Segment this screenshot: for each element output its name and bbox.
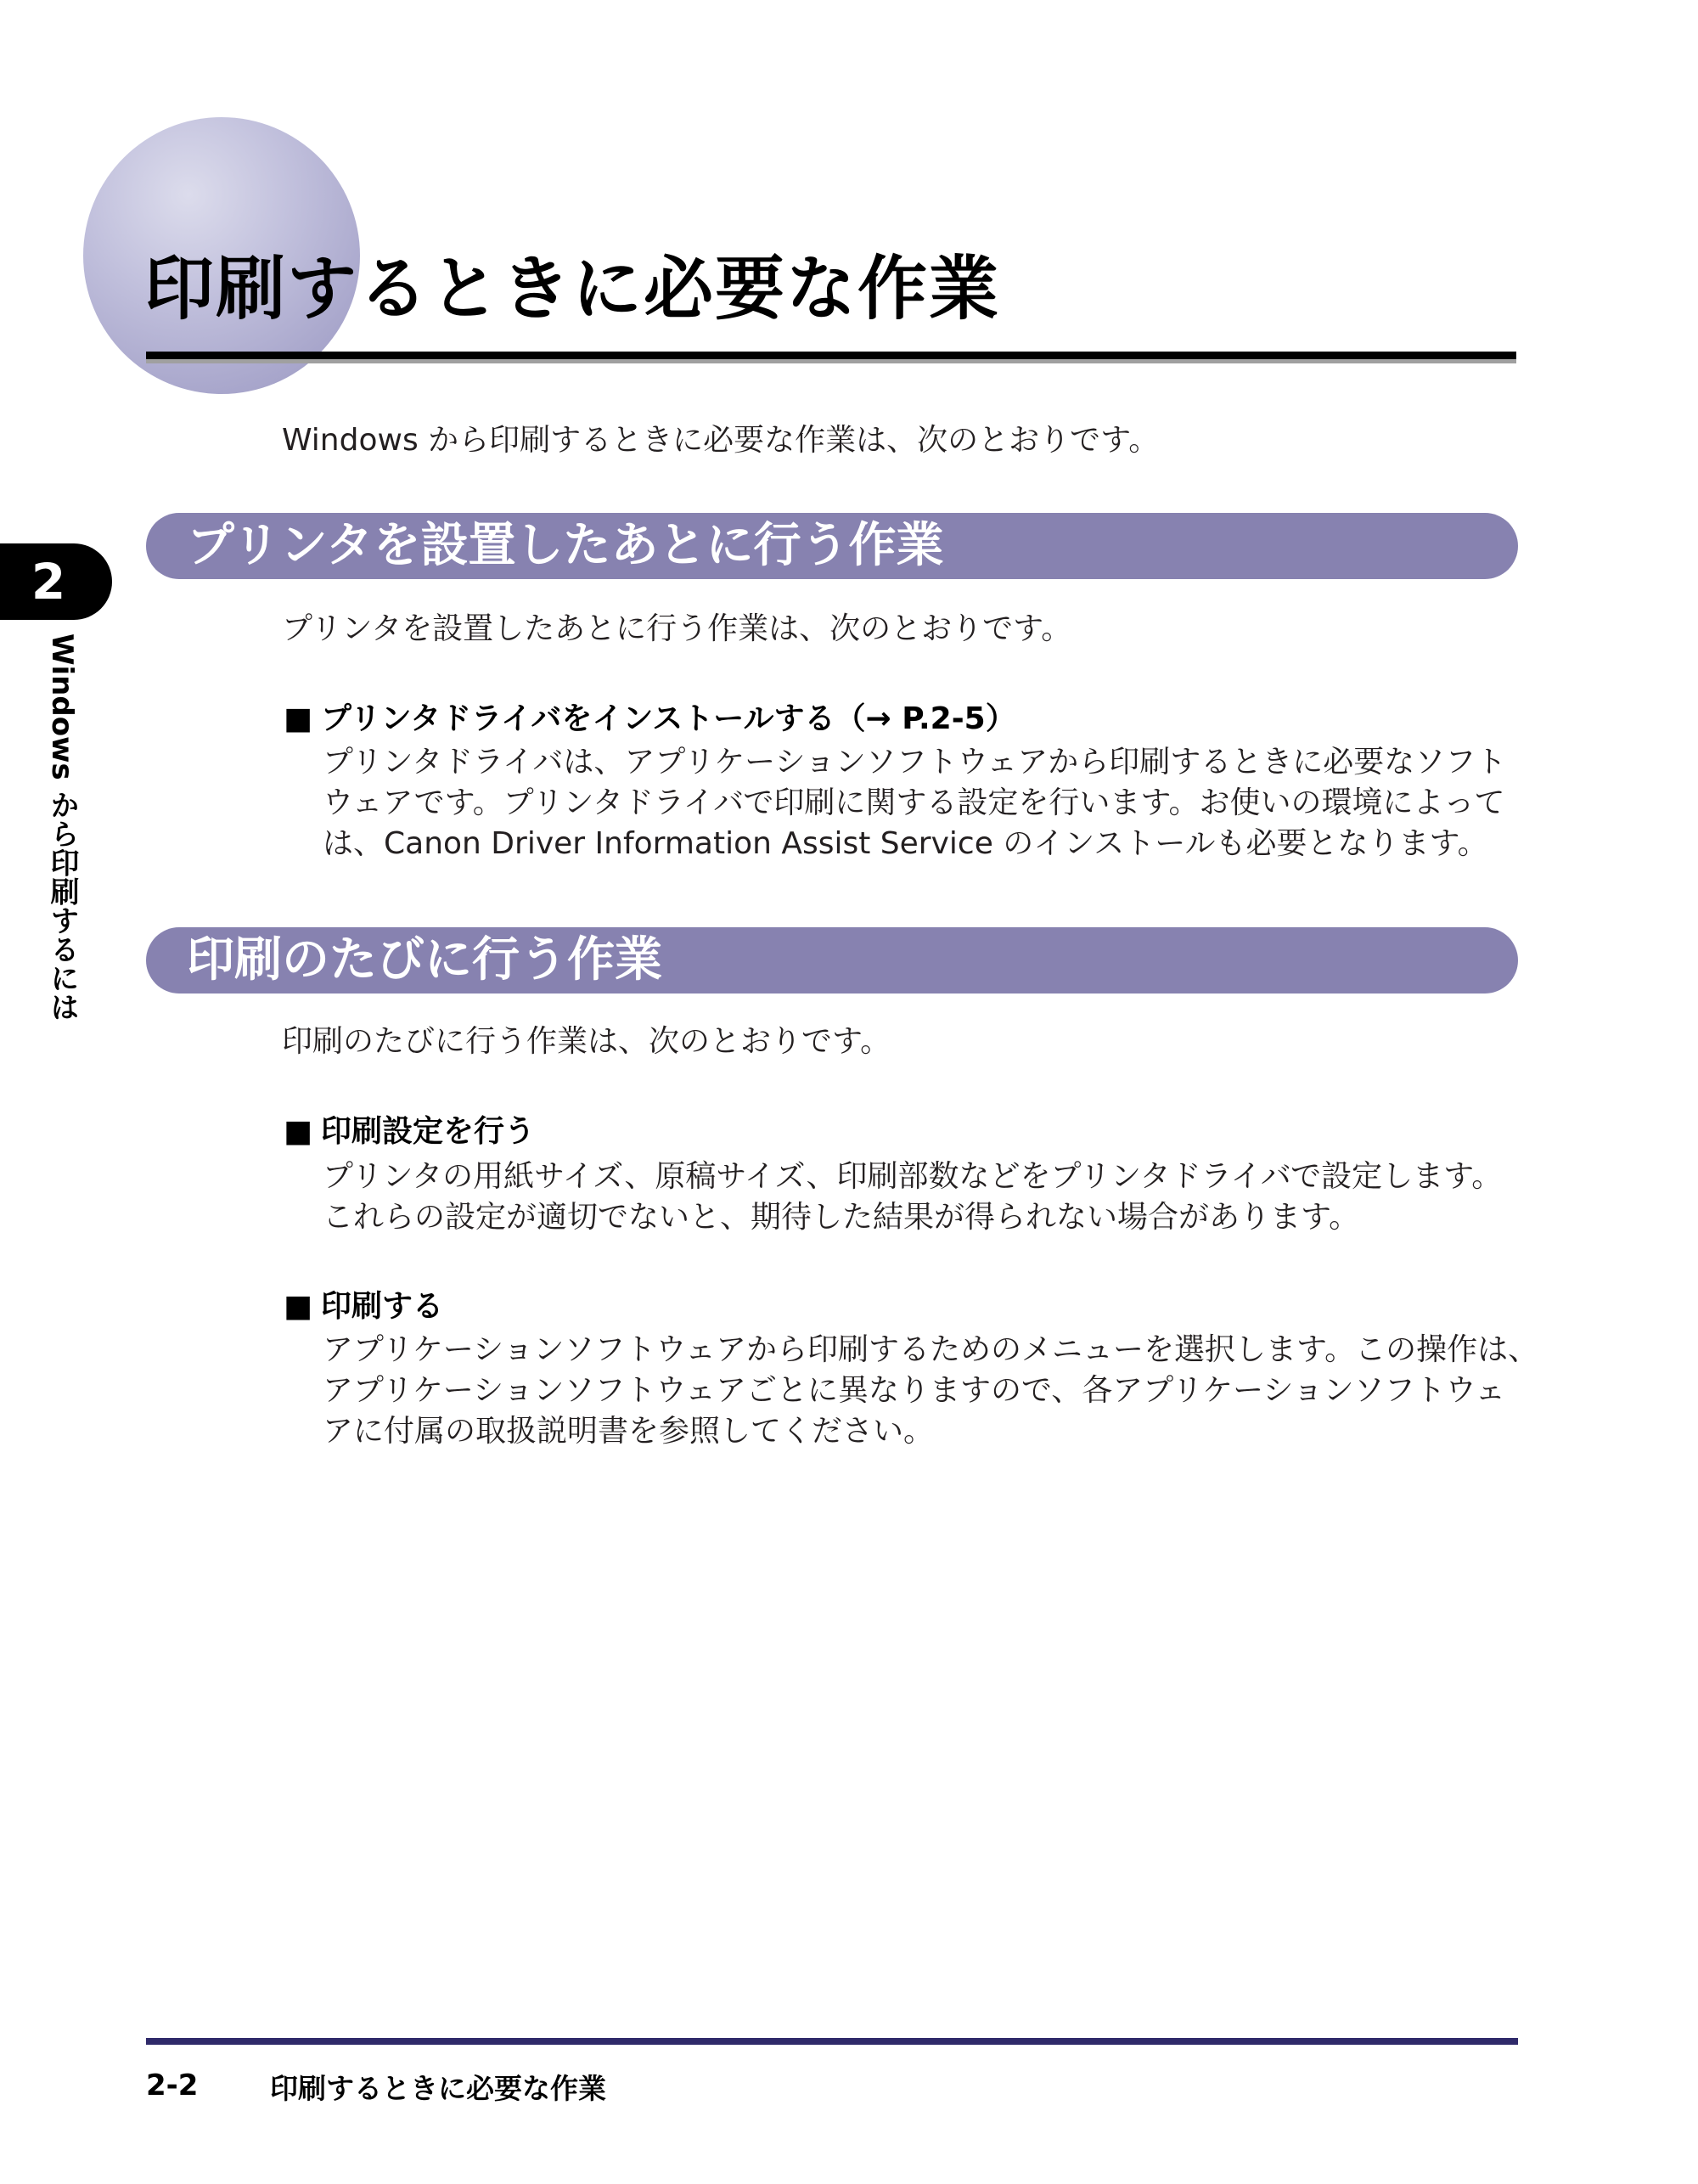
body-line: プリンタドライバは、アプリケーションソフトウェアから印刷するときに必要なソフト xyxy=(323,745,1507,780)
page-number: 2-2 xyxy=(146,2069,199,2102)
section-heading-after-setup: プリンタを設置したあとに行う作業 xyxy=(146,513,1518,579)
page-title: 印刷するときに必要な作業 xyxy=(144,249,1001,329)
chapter-tab: 2 xyxy=(0,543,112,620)
intro-text: Windows から印刷するときに必要な作業は、次のとおりです。 xyxy=(282,423,1160,458)
body-line: ウェアです。プリンタドライバで印刷に関する設定を行います。お使いの環境によって xyxy=(323,785,1505,820)
item-heading-print-settings xyxy=(284,1112,535,1152)
footer-rule xyxy=(146,2038,1518,2045)
body-line: これらの設定が適切でないと、期待した結果が得られない場合があります。 xyxy=(323,1200,1360,1235)
body-line: は、Canon Driver Information Assist Service のインストールも必要となります。 xyxy=(323,826,1488,861)
body-line: アに付属の取扱説明書を参照してください。 xyxy=(323,1414,935,1449)
item-body-install-driver xyxy=(323,742,1528,864)
square-bullet-icon: ■ xyxy=(284,1114,313,1149)
body-line: アプリケーションソフトウェアから印刷するためのメニューを選択します。この操作は、 xyxy=(323,1332,1539,1367)
title-underline xyxy=(146,352,1516,363)
item-body-print xyxy=(323,1330,1539,1452)
section-heading-each-print: 印刷のたびに行う作業 xyxy=(146,927,1518,993)
item-title: 印刷する xyxy=(321,1289,444,1324)
section-lead-each-print: 印刷のたびに行う作業は、次のとおりです。 xyxy=(282,1024,891,1059)
body-line: アプリケーションソフトウェアごとに異なりますので、各アプリケーションソフトウェ xyxy=(323,1373,1506,1408)
chapter-side-label: Windows から印刷するには xyxy=(45,633,79,1022)
square-bullet-icon: ■ xyxy=(284,1289,313,1324)
item-heading-print xyxy=(284,1287,443,1327)
item-title: プリンタドライバをインストールする（→ P.2-5） xyxy=(321,701,1016,736)
square-bullet-icon: ■ xyxy=(284,701,313,736)
item-title: 印刷設定を行う xyxy=(321,1114,536,1149)
item-heading-install-driver xyxy=(284,700,1016,740)
footer-title: 印刷するときに必要な作業 xyxy=(270,2072,606,2105)
section-lead-after-setup: プリンタを設置したあとに行う作業は、次のとおりです。 xyxy=(282,611,1072,646)
body-line: プリンタの用紙サイズ、原稿サイズ、印刷部数などをプリンタドライバで設定します。 xyxy=(323,1159,1503,1194)
item-body-print-settings xyxy=(323,1157,1528,1238)
